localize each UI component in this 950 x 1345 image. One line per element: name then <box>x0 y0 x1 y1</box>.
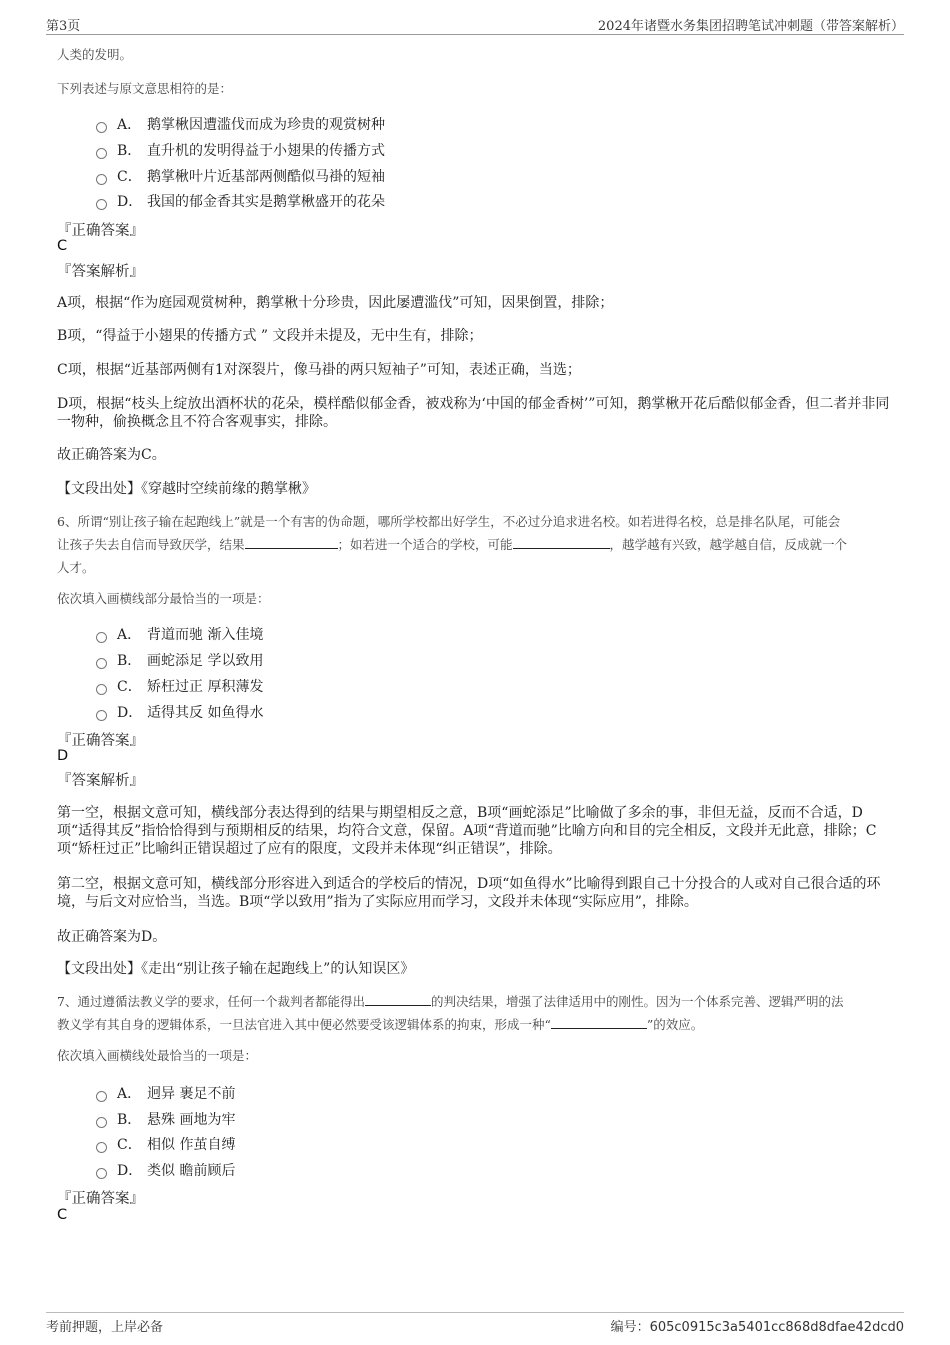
radio-icon[interactable] <box>96 632 107 643</box>
radio-icon[interactable] <box>96 1091 107 1102</box>
q5-analysis-c: C项，根据“近基部两侧有1对深裂片，像马褂的两只短袖子”可知，表述正确，当选； <box>57 362 581 378</box>
radio-icon[interactable] <box>96 710 107 721</box>
radio-icon[interactable] <box>96 1117 107 1128</box>
q5-option-a[interactable]: A． 鹅掌楸因遭滥伐而成为珍贵的观赏树种 <box>96 114 385 134</box>
q5-conclusion: 故正确答案为C。 <box>57 447 166 463</box>
q7-option-b[interactable]: B． 悬殊 画地为牢 <box>96 1109 235 1129</box>
q6-option-c[interactable]: C． 矫枉过正 厚积薄发 <box>96 676 263 696</box>
q5-option-d[interactable]: D． 我国的郁金香其实是鹅掌楸盛开的花朵 <box>96 191 385 211</box>
blank-2 <box>551 1016 647 1029</box>
q6-answer: D <box>57 748 69 764</box>
page-number: 第3页 <box>46 19 81 34</box>
q6-prompt: 依次填入画横线部分最恰当的一项是： <box>57 591 270 606</box>
q7-option-a[interactable]: A． 迥异 裹足不前 <box>96 1083 235 1103</box>
q7-answer: C <box>57 1207 68 1223</box>
q6-analysis-label: 『答案解析』 <box>57 773 144 789</box>
q5-option-b[interactable]: B． 直升机的发明得益于小翅果的传播方式 <box>96 140 385 160</box>
q5-analysis-b: B项，“得益于小翅果的传播方式 ” 文段并未提及，无中生有，排除； <box>57 328 483 344</box>
q5-option-c[interactable]: C． 鹅掌楸叶片近基部两侧酷似马褂的短袖 <box>96 166 385 186</box>
q5-analysis-a: A项，根据“作为庭园观赏树种，鹅掌楸十分珍贵，因此屡遭滥伐”可知，因果倒置，排除； <box>57 295 614 311</box>
blank-1 <box>365 993 431 1006</box>
radio-icon[interactable] <box>96 684 107 695</box>
radio-icon[interactable] <box>96 658 107 669</box>
q6-conclusion: 故正确答案为D。 <box>57 929 167 945</box>
q5-analysis-label: 『答案解析』 <box>57 264 144 280</box>
radio-icon[interactable] <box>96 1142 107 1153</box>
q7-option-c[interactable]: C． 相似 作茧自缚 <box>96 1134 235 1154</box>
q6-source: 【文段出处】《走出“别让孩子输在起跑线上”的认知误区》 <box>57 961 415 977</box>
q7-answer-label: 『正确答案』 <box>57 1191 144 1207</box>
q5-analysis-d: D项，根据“枝头上绽放出酒杯状的花朵，模样酷似郁金香，被戏称为‘中国的郁金香树’”可知，鹅掌楸开花后酷似郁金香，但二者并非同一物种，偷换概念且不符合客观事实，排除。 <box>57 396 890 430</box>
q7-option-d[interactable]: D． 类似 瞻前顾后 <box>96 1160 235 1180</box>
q6-option-b[interactable]: B． 画蛇添足 学以致用 <box>96 650 263 670</box>
q7-prompt: 依次填入画横线处最恰当的一项是： <box>57 1048 258 1063</box>
q6-option-a[interactable]: A． 背道而驰 渐入佳境 <box>96 624 263 644</box>
page-header <box>46 12 904 35</box>
q5-prompt: 下列表述与原文意思相符的是： <box>57 81 233 96</box>
page-footer <box>46 1312 904 1343</box>
footer-slogan: 考前押题，上岸必备 <box>46 1320 164 1335</box>
q6-stem: 6、所谓“别让孩子输在起跑线上”就是一个有害的伪命题，哪所学校都出好学生，不必过分追求进名校。如若进得名校，总是排名队尾，可能会 让孩子失去自信而导致厌学，结果 ；如若进一个适合的学校，可能 ，越学越有兴致，越学越自信，反成就一个 人才。 <box>57 514 848 575</box>
radio-icon[interactable] <box>96 1168 107 1179</box>
q6-analysis-first-blank: 第一空，根据文意可知，横线部分表达得到的结果与期望相反之意，B项“画蛇添足”比喻做了多余的事，非但无益，反而不合适，D项“适得其反”指恰恰得到与预期相反的结果，均符合文意，保留。A项“背道而驰”比喻方向和目的完全相反，文段并无此意，排除；C项“矫枉过正”比喻纠正错误超过了应有的限度，文段并未体现“纠正错误”，排除。 <box>57 805 877 857</box>
q5-stem-tail: 人类的发明。 <box>57 47 133 62</box>
document-title: 2024年诸暨水务集团招聘笔试冲刺题（带答案解析） <box>597 19 904 34</box>
q7-stem: 7、通过遵循法教义学的要求，任何一个裁判者都能得出 的判决结果，增强了法律适用中的刚性。因为一个体系完善、逻辑严明的法 教义学有其自身的逻辑体系，一旦法官进入其中便必然要受该逻辑体系的拘束，形成一种“ ”的效应。 <box>57 994 844 1032</box>
radio-icon[interactable] <box>96 122 107 133</box>
q6-option-d[interactable]: D． 适得其反 如鱼得水 <box>96 702 263 722</box>
q5-answer: C <box>57 238 68 254</box>
q6-analysis-second-blank: 第二空，根据文意可知，横线部分形容进入到适合的学校后的情况，D项“如鱼得水”比喻得到跟自己十分投合的人或对自己很合适的环境，与后文对应恰当，当选。B项“学以致用”指为了实际应用而学习，文段并未体现“实际应用”，排除。 <box>57 876 881 910</box>
radio-icon[interactable] <box>96 174 107 185</box>
q6-answer-label: 『正确答案』 <box>57 733 144 749</box>
q5-source: 【文段出处】《穿越时空续前缘的鹅掌楸》 <box>57 481 316 497</box>
radio-icon[interactable] <box>96 199 107 210</box>
radio-icon[interactable] <box>96 148 107 159</box>
document-code: 编号：605c0915c3a5401cc868d8dfae42dcd0 <box>610 1320 904 1335</box>
q5-answer-label: 『正确答案』 <box>57 223 144 239</box>
blank-1 <box>245 536 338 549</box>
blank-2 <box>513 536 610 549</box>
